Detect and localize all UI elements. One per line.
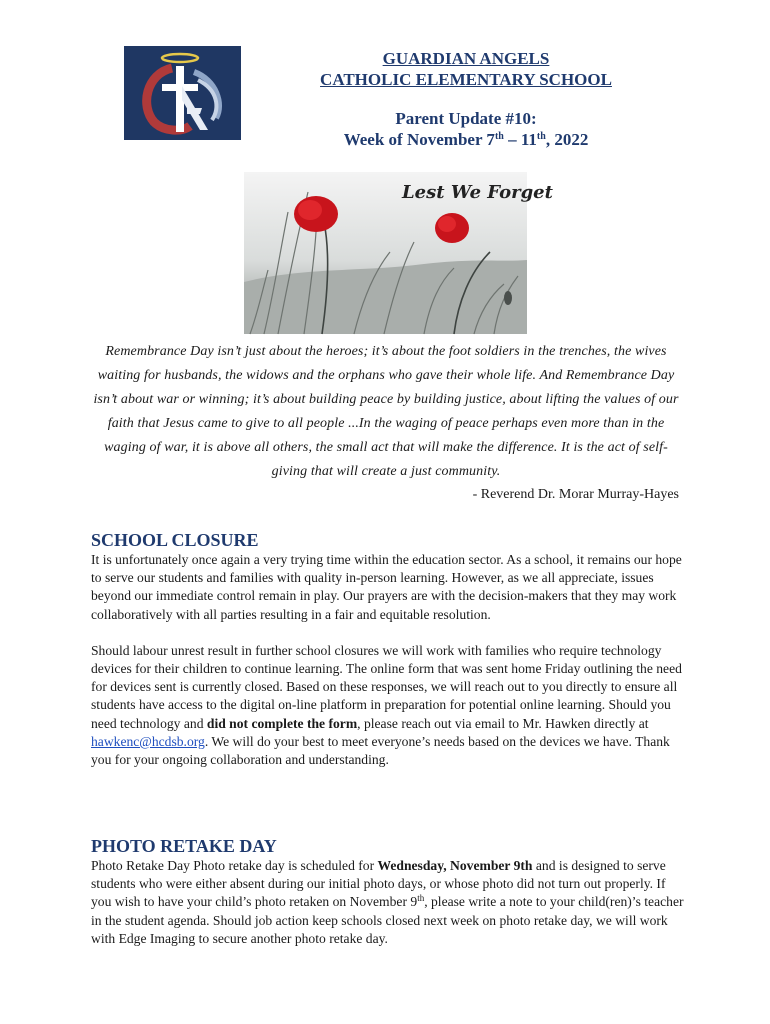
week-line: Week of November 7th – 11th, 2022	[343, 130, 589, 149]
school-closure-heading: SCHOOL CLOSURE	[91, 530, 259, 550]
did-not-complete-emphasis: did not complete the form	[206, 715, 358, 731]
quote-attribution: - Reverend Dr. Morar Murray-Hayes	[472, 487, 679, 502]
update-title: Parent Update #10:	[395, 109, 537, 128]
school-name-line-2: CATHOLIC ELEMENTARY SCHOOL	[320, 70, 612, 89]
school-name-line-1: GUARDIAN ANGELS	[382, 49, 550, 68]
school-logo	[124, 46, 241, 140]
hawken-email-link[interactable]: hawkenc@hcdsb.org	[91, 733, 205, 749]
school-closure-section	[91, 529, 686, 769]
photo-retake-paragraph: Photo Retake Day Photo retake day is scheduled for Wednesday, November 9th and is designed to serve students who were either absent during our initial photo days, or whose photo did not turn out properly. If you wish to have your child’s photo retaken on November 9th, please write a note to your child(ren)’s teacher in the student agenda. Should job action keep schools closed next week on photo retake day, we will work with Edge Imaging to secure another photo retake day.	[91, 858, 684, 946]
remembrance-poppy-image	[244, 172, 553, 334]
retake-date-emphasis: Wednesday, November 9th	[377, 858, 533, 873]
newsletter-header	[300, 48, 632, 150]
school-closure-paragraph-1: It is unfortunately once again a very trying time within the education sector. As a school, it remains our hope to serve our students and families with quality in-person learning. However, as we all appreciate, issues beyond our immediate control remain in play. Our prayers are with the decision-makers that they may work collaboratively with all parties resulting in a fair and equitable resolution.	[91, 552, 682, 622]
photo-retake-heading: PHOTO RETAKE DAY	[91, 836, 277, 856]
poppy-caption: Lest We Forget	[402, 182, 553, 203]
school-closure-paragraph-2: Should labour unrest result in further school closures we will work with families who require technology devices for their children to continue learning. The online form that was sent home Friday outlining the need for devices sent is currently closed. Based on these responses, we will reach out to you directly to ensure all students have access to the digital on-line platform in preparation for potential online learning. Should you need technology and did not complete the form, please reach out via email to Mr. Hawken directly at hawkenc@hcdsb.org. We will do your best to meet everyone’s needs based on the devices we have. Thank you for your ongoing collaboration and understanding.	[91, 642, 682, 768]
remembrance-quote: Remembrance Day isn’t just about the heroes; it’s about the foot soldiers in the trenches, the wives waiting for husbands, the widows and the orphans who gave their whole life. And Remembrance Day isn’t about war or winning; it’s about building peace by building justice, about lifting the values of our faith that Jesus came to give to all people ...In the waging of peace perhaps even more than in the waging of war, it is above all others, the small act that will make the difference. It is the act of self-giving that will create a just community.	[93, 344, 679, 479]
photo-retake-section	[91, 835, 686, 948]
